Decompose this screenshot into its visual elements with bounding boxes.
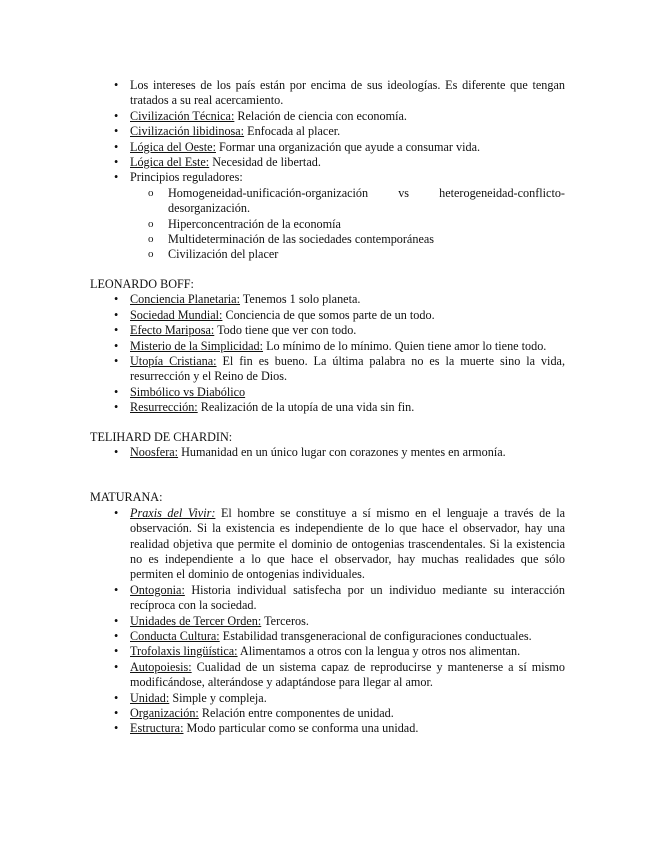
sublist-item [130,186,565,217]
item-text: Todo tiene que ver con todo. [214,323,357,338]
section-heading-maturana: MATURANA: [90,490,163,505]
bullet-icon: • [114,505,119,520]
list-item [90,339,565,354]
item-text: Formar una organización que ayude a consumar vida. [215,139,481,154]
item-term: Resurrección: [130,400,198,415]
list-item [90,308,565,323]
document-body [90,78,565,737]
bullet-icon: • [114,644,119,659]
list-item [90,506,565,583]
bullet-icon: • [114,292,119,307]
item-text: Conciencia de que somos parte de un todo. [222,307,435,322]
bullet-icon: • [114,613,119,628]
sublist-item [130,217,565,232]
principles-sublist [130,186,565,263]
bullet-icon: • [114,400,119,415]
boff-list [90,292,565,415]
list-item [90,660,565,691]
item-term: Efecto Mariposa: [130,323,215,338]
intro-list [90,78,565,263]
item-text: Historia individual satisfecha por un individuo mediante su interacción recíproca con la sociedad. [130,582,565,613]
bullet-icon: • [114,78,119,92]
list-item [90,691,565,706]
sublist-item-text: Multideterminación de las sociedades contemporáneas [168,232,435,247]
item-text: Estabilidad transgeneracional de configuraciones conductuales. [219,629,532,643]
item-term: Sociedad Mundial: [130,307,223,322]
list-item [90,385,565,400]
bullet-icon: • [114,155,119,170]
item-text: Lo mínimo de lo mínimo. Quien tiene amor lo tiene todo. [263,338,547,353]
bullet-icon: • [114,659,119,674]
item-term: Civilización Técnica: [130,108,235,123]
item-text: Cualidad de un sistema capaz de reproducirse y mantenerse a sí mismo modificándose, alterándose y adaptándose para llegar al amor. [130,659,565,690]
list-item [90,629,565,644]
sublist-item-text: Civilización del placer [168,247,279,262]
bullet-icon: • [114,706,119,721]
item-text: Terceros. [261,613,309,628]
item-text: Enfocada al placer. [244,124,341,139]
chardin-list [90,445,565,460]
item-term: Unidades de Tercer Orden: [130,613,262,628]
list-item [90,78,565,109]
item-term: Misterio de la Simplicidad: [130,338,264,353]
bullet-icon: • [114,139,119,154]
item-term: Autopoiesis: [130,659,192,674]
item-term: Lógica del Oeste: [130,139,216,154]
bullet-icon: • [114,124,119,139]
item-text: Simple y compleja. [169,690,267,705]
bullet-icon: • [114,353,119,368]
bullet-icon: • [114,582,119,597]
item-text: Modo particular como se conforma una unidad. [183,721,419,736]
circle-bullet-icon: o [148,248,154,261]
item-term: Ontogonia: [130,582,185,597]
list-item [90,140,565,155]
item-text: Los intereses de los país están por encima de sus ideologías. Es diferente que tengan tratados a su real acercamiento. [130,78,565,108]
item-term: Conciencia Planetaria: [130,292,240,307]
item-term: Organización: [130,706,199,721]
list-item [90,614,565,629]
item-text: Tenemos 1 solo planeta. [239,292,361,307]
item-term: Trofolaxis lingüística: [130,644,238,659]
bullet-icon: • [114,444,119,459]
list-item [90,706,565,721]
bullet-icon: • [114,338,119,353]
list-item [90,583,565,614]
item-text: Necesidad de libertad. [209,155,321,170]
section-heading-chardin: TELIHARD DE CHARDIN: [90,429,233,444]
bullet-icon: • [114,690,119,705]
circle-bullet-icon: o [148,186,154,199]
circle-bullet-icon: o [148,233,154,246]
list-item [90,292,565,307]
sublist-item-text: Hiperconcentración de la economía [168,216,341,231]
bullet-icon: • [114,384,119,399]
item-text: Relación entre componentes de unidad. [198,706,394,721]
item-text: Alimentamos a otros con la lengua y otros nos alimentan. [237,644,521,659]
list-item [90,721,565,736]
bullet-icon: • [114,323,119,338]
section-heading-boff: LEONARDO BOFF: [90,276,194,291]
bullet-icon: • [114,721,119,736]
item-text: El fin es bueno. La última palabra no es la muerte sino la vida, resurrección y el Reino de Dios. [130,353,565,384]
bullet-icon: • [114,170,119,185]
maturana-list [90,506,565,737]
item-text: Realización de la utopía de una vida sin fin. [197,400,415,415]
item-term: Conducta Cultura: [130,629,220,643]
sublist-item [130,232,565,247]
item-term: Simbólico vs Diabólico [130,384,246,399]
bullet-icon: • [114,108,119,123]
item-term: Praxis del Vivir: [130,505,216,520]
sublist-item [130,247,565,262]
list-item [90,323,565,338]
item-term: Civilización libidinosa: [130,124,245,139]
item-text: Principios reguladores: [130,170,243,185]
bullet-icon: • [114,307,119,322]
bullet-icon: • [114,629,119,643]
item-text: Relación de ciencia con economía. [234,108,407,123]
item-term: Utopía Cristiana: [130,353,217,368]
list-item [90,445,565,460]
item-text: El hombre se constituye a sí mismo en el lenguaje a través de la observación. Si la existencia es independiente de lo que hace el observador, hay una realidad objetiva que permite el dominio de ontogenias trascendentales. Si la existencia no es independiente a lo que hace el observador, hay muchas realidades que sólo permiten el dominio de ontogenias individuales. [130,505,565,582]
list-item [90,354,565,385]
list-item [90,170,565,262]
circle-bullet-icon: o [148,217,154,230]
item-term: Noosfera: [130,444,179,459]
list-item [90,644,565,659]
item-term: Unidad: [130,690,170,705]
list-item [90,400,565,415]
list-item [90,124,565,139]
item-term: Lógica del Este: [130,155,210,170]
list-item [90,109,565,124]
item-text: Humanidad en un único lugar con corazones y mentes en armonía. [178,444,506,459]
list-item [90,155,565,170]
item-term: Estructura: [130,721,184,736]
sublist-item-text: Homogeneidad-unificación-organización vs heterogeneidad-conflicto-desorganización. [168,185,565,216]
